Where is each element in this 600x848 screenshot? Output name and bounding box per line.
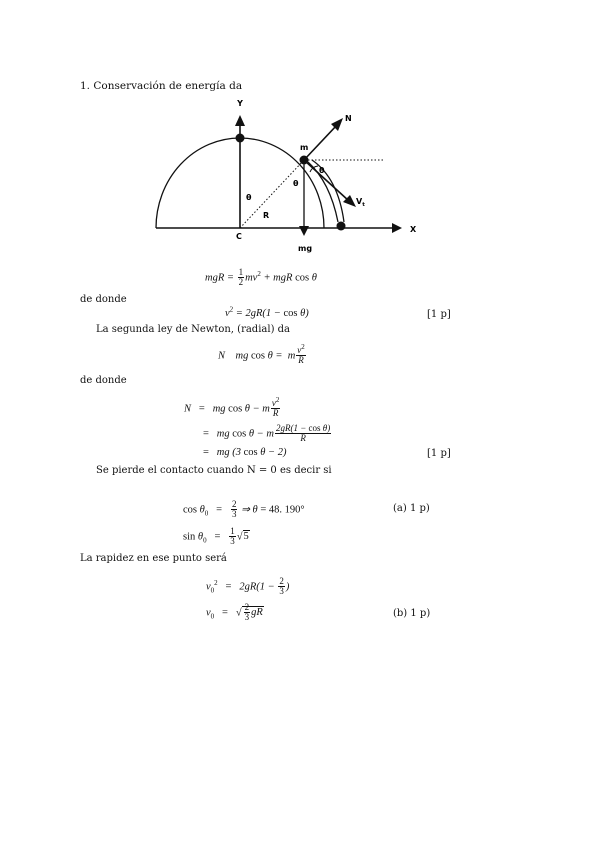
speed-equation: $v_0$ = √ $\frac{2}{3}$ gR [206,602,263,623]
de-donde-1: de donde [80,294,127,305]
problem-heading: 1. Conservación de energía da [80,80,243,92]
newton-text: La segunda ley de Newton, (radial) da [96,324,291,335]
normal-line-3: = mg (3 cos θ − 2) [203,447,287,458]
speed-squared-equation: $v_0^2$ = 2gR(1 − $\frac{2}{3}$ ) [206,576,290,597]
cos-theta0-equation: $\cos \theta_0$ = $\frac{2}{3}$ ⇒ θ = 48. 190° [183,499,305,520]
normal-line-1: N = mg cos θ − m $\frac{v^2}{R}$ [184,396,280,419]
x-axis-label: X [410,225,417,234]
theta-value: = 48. 190° [260,504,305,516]
theta-label-arc: θ [319,166,325,175]
points-1: [1 p] [427,309,451,320]
velocity-equation: $v^2 = 2gR(1 - \cos \theta)$ [225,305,309,319]
mg-label: mg [298,244,313,253]
c-label: C [236,232,242,241]
speed-text: La rapidez en ese punto será [80,553,227,564]
theta-label-vertical: θ [293,179,299,188]
theta-label-center: θ [246,193,252,202]
newton-equation: N mg cos θ = m $\frac{v^2}{R}$ [218,343,305,366]
n-label: N [345,114,352,123]
normal-line-2: = mg cos θ − m $\frac{\text{2gR(1 − cos θ)}}{R}$ [203,423,331,444]
y-axis-label: Y [237,99,243,108]
vt-label: $V_t$ [356,197,365,208]
points-b: (b) 1 p) [393,608,431,619]
de-donde-2: de donde [80,375,127,386]
points-2: [1 p] [427,448,451,459]
mass-label: m [300,143,309,152]
energy-equation: mgR = $\frac{1}{2}$ $mv^2$ + mgR cos θ [205,267,317,288]
contact-text: Se pierde el contacto cuando N = 0 es decir si [96,465,332,476]
points-a: (a) 1 p) [393,503,430,514]
sin-theta0-equation: $\sin \theta_0$ = $\frac{1}{3}$ √5 [183,526,249,547]
r-label: R [263,211,270,220]
